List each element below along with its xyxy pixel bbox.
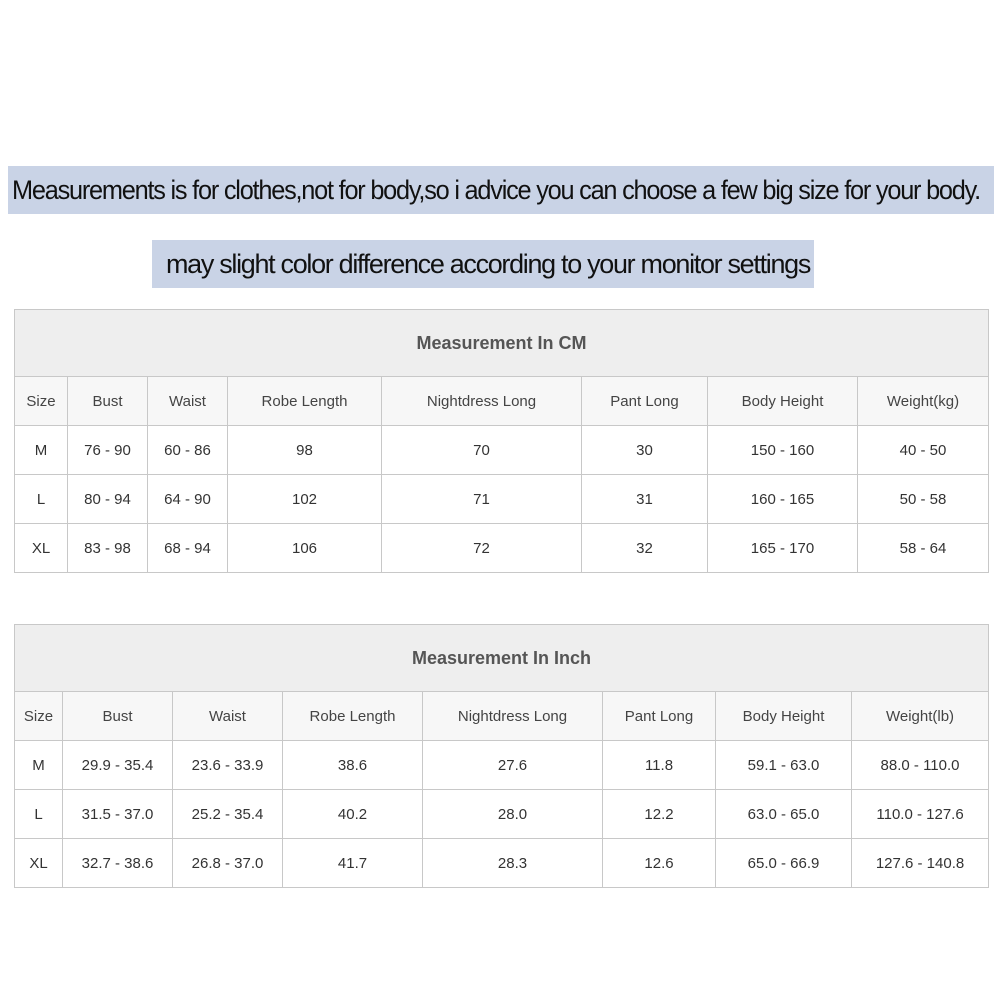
table-cell: 32.7 - 38.6 xyxy=(63,839,173,888)
column-header-bust: Bust xyxy=(68,377,148,426)
size-table-inch xyxy=(14,624,989,888)
table-row xyxy=(15,741,989,790)
table-row xyxy=(15,839,989,888)
column-header-waist: Waist xyxy=(173,692,283,741)
table-cell: 30 xyxy=(582,426,708,475)
table-cell: 58 - 64 xyxy=(858,524,989,573)
table-cell: 110.0 - 127.6 xyxy=(852,790,989,839)
table-cell: M xyxy=(15,741,63,790)
table-cell: 76 - 90 xyxy=(68,426,148,475)
table-cell: XL xyxy=(15,839,63,888)
table-cell: 59.1 - 63.0 xyxy=(716,741,852,790)
table-cell: 41.7 xyxy=(283,839,423,888)
table-cell: 32 xyxy=(582,524,708,573)
column-header-size: Size xyxy=(15,377,68,426)
table-cell: 68 - 94 xyxy=(148,524,228,573)
table-cell: 28.0 xyxy=(423,790,603,839)
color-difference-note: may slight color difference according to your monitor settings xyxy=(152,240,814,288)
table-cell: 83 - 98 xyxy=(68,524,148,573)
table-row xyxy=(15,475,989,524)
table-cell: 127.6 - 140.8 xyxy=(852,839,989,888)
table-cell: 160 - 165 xyxy=(708,475,858,524)
table-cell: 12.6 xyxy=(603,839,716,888)
table-cell: 31 xyxy=(582,475,708,524)
table-cell: 80 - 94 xyxy=(68,475,148,524)
column-header-weight: Weight(lb) xyxy=(852,692,989,741)
table-cell: 31.5 - 37.0 xyxy=(63,790,173,839)
table-row xyxy=(15,524,989,573)
table-title-row xyxy=(15,625,989,692)
table-cell: 27.6 xyxy=(423,741,603,790)
column-header-nightdress-long: Nightdress Long xyxy=(382,377,582,426)
table-cell: 165 - 170 xyxy=(708,524,858,573)
table-cell: 50 - 58 xyxy=(858,475,989,524)
table-title-row xyxy=(15,310,989,377)
table-cell: 106 xyxy=(228,524,382,573)
table-cell: 60 - 86 xyxy=(148,426,228,475)
table-cell: 28.3 xyxy=(423,839,603,888)
column-header-pant-long: Pant Long xyxy=(582,377,708,426)
column-header-weight: Weight(kg) xyxy=(858,377,989,426)
column-header-size: Size xyxy=(15,692,63,741)
table-cell: 23.6 - 33.9 xyxy=(173,741,283,790)
table-cell: 70 xyxy=(382,426,582,475)
table-cell: XL xyxy=(15,524,68,573)
column-header-waist: Waist xyxy=(148,377,228,426)
table-row xyxy=(15,790,989,839)
table-cell: 25.2 - 35.4 xyxy=(173,790,283,839)
table-cell: 40.2 xyxy=(283,790,423,839)
table-cell: 88.0 - 110.0 xyxy=(852,741,989,790)
column-header-robe-length: Robe Length xyxy=(228,377,382,426)
table-title: Measurement In CM xyxy=(15,310,989,377)
table-cell: 11.8 xyxy=(603,741,716,790)
table-row xyxy=(15,426,989,475)
table-cell: 29.9 - 35.4 xyxy=(63,741,173,790)
table-title: Measurement In Inch xyxy=(15,625,989,692)
table-cell: 71 xyxy=(382,475,582,524)
table-cell: 102 xyxy=(228,475,382,524)
column-header-pant-long: Pant Long xyxy=(603,692,716,741)
column-header-body-height: Body Height xyxy=(708,377,858,426)
column-header-robe-length: Robe Length xyxy=(283,692,423,741)
table-cell: 72 xyxy=(382,524,582,573)
table-cell: M xyxy=(15,426,68,475)
table-cell: L xyxy=(15,475,68,524)
table-cell: 150 - 160 xyxy=(708,426,858,475)
table-header-row xyxy=(15,377,989,426)
table-cell: L xyxy=(15,790,63,839)
table-cell: 65.0 - 66.9 xyxy=(716,839,852,888)
column-header-nightdress-long: Nightdress Long xyxy=(423,692,603,741)
table-cell: 38.6 xyxy=(283,741,423,790)
table-cell: 63.0 - 65.0 xyxy=(716,790,852,839)
size-table-cm xyxy=(14,309,989,573)
column-header-bust: Bust xyxy=(63,692,173,741)
table-cell: 26.8 - 37.0 xyxy=(173,839,283,888)
table-header-row xyxy=(15,692,989,741)
table-cell: 98 xyxy=(228,426,382,475)
clothes-measurement-note: Measurements is for clothes,not for body,so i advice you can choose a few big size for your body. xyxy=(8,166,994,214)
table-cell: 64 - 90 xyxy=(148,475,228,524)
table-cell: 40 - 50 xyxy=(858,426,989,475)
table-cell: 12.2 xyxy=(603,790,716,839)
column-header-body-height: Body Height xyxy=(716,692,852,741)
